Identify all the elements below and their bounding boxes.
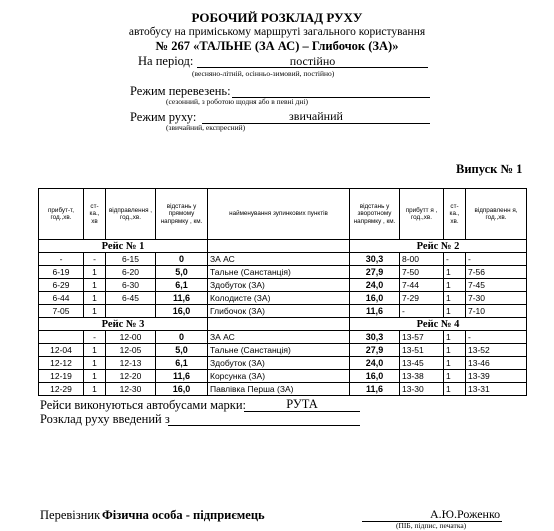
- stop-name: Здобуток (ЗА): [208, 357, 350, 370]
- departure-right: 7-56: [466, 266, 527, 279]
- platform-right: -: [444, 253, 466, 266]
- trip-title-spacer: [208, 318, 350, 331]
- table-row: [39, 305, 527, 318]
- platform-left: 1: [84, 279, 106, 292]
- distance-back: 30,3: [350, 253, 400, 266]
- platform-left: 1: [84, 383, 106, 396]
- distance-forward: 5,0: [156, 344, 208, 357]
- platform-left: 1: [84, 292, 106, 305]
- distance-forward: 16,0: [156, 383, 208, 396]
- carrier-type: Фізична особа - підприємець: [102, 508, 265, 522]
- trip-title-row: [39, 318, 527, 331]
- table-row: [39, 292, 527, 305]
- distance-forward: 6,1: [156, 279, 208, 292]
- departure-right: 13-52: [466, 344, 527, 357]
- distance-back: 16,0: [350, 370, 400, 383]
- buses-label: Рейси виконуються автобусами марки:: [40, 398, 247, 412]
- departure-left: 6-30: [106, 279, 156, 292]
- departure-left: 12-00: [106, 331, 156, 344]
- table-row: [39, 344, 527, 357]
- carrier-name: А.Ю.Роженко: [430, 507, 501, 521]
- departure-left: 6-20: [106, 266, 156, 279]
- schedule-table: [38, 188, 527, 396]
- distance-back: 11,6: [350, 305, 400, 318]
- departure-left: 12-20: [106, 370, 156, 383]
- platform-left: -: [84, 331, 106, 344]
- trip-title-spacer: [208, 240, 350, 253]
- traffic-note: (звичайний, експресний): [166, 123, 246, 132]
- header-distance-forward: відстань у прямому напрямку , км.: [156, 189, 208, 240]
- traffic-value: звичайний: [289, 109, 343, 123]
- departure-left: 12-30: [106, 383, 156, 396]
- table-row: [39, 253, 527, 266]
- departure-right: 7-45: [466, 279, 527, 292]
- distance-forward: 6,1: [156, 357, 208, 370]
- distance-forward: 0: [156, 331, 208, 344]
- arrival-right: 7-44: [400, 279, 444, 292]
- platform-right: 1: [444, 357, 466, 370]
- platform-left: 1: [84, 370, 106, 383]
- arrival-left: 7-05: [39, 305, 84, 318]
- table-row: [39, 383, 527, 396]
- trip-title-right: Рейс № 2: [350, 240, 527, 253]
- trip-title-right: Рейс № 4: [350, 318, 527, 331]
- arrival-right: 13-45: [400, 357, 444, 370]
- arrival-right: 13-57: [400, 331, 444, 344]
- departure-right: 13-31: [466, 383, 527, 396]
- arrival-left: 12-29: [39, 383, 84, 396]
- departure-right: -: [466, 253, 527, 266]
- stop-name: ЗА АС: [208, 331, 350, 344]
- route-name: № 267 «ТАЛЬНЕ (ЗА АС) – Глибочок (ЗА)»: [155, 39, 399, 53]
- departure-left: [106, 305, 156, 318]
- distance-back: 30,3: [350, 331, 400, 344]
- distance-forward: 11,6: [156, 370, 208, 383]
- distance-back: 11,6: [350, 383, 400, 396]
- platform-left: 1: [84, 357, 106, 370]
- arrival-left: [39, 331, 84, 344]
- departure-left: 6-45: [106, 292, 156, 305]
- trip-title-left: Рейс № 3: [39, 318, 208, 331]
- departure-right: 7-10: [466, 305, 527, 318]
- stop-name: Колодисте (ЗА): [208, 292, 350, 305]
- period-label: На період:: [138, 54, 194, 68]
- document-title: РОБОЧИЙ РОЗКЛАД РУХУ: [191, 10, 363, 25]
- table-row: [39, 266, 527, 279]
- distance-back: 27,9: [350, 344, 400, 357]
- arrival-left: 12-04: [39, 344, 84, 357]
- platform-left: 1: [84, 344, 106, 357]
- trip-title-left: Рейс № 1: [39, 240, 208, 253]
- stop-name: Павлівка Перша (ЗА): [208, 383, 350, 396]
- buses-value: РУТА: [286, 397, 318, 411]
- trip-title-row: [39, 240, 527, 253]
- arrival-right: -: [400, 305, 444, 318]
- platform-right: 1: [444, 279, 466, 292]
- document-subtitle: автобусу на приміському маршруті загального користування: [128, 26, 426, 38]
- stop-name: ЗА АС: [208, 253, 350, 266]
- platform-right: 1: [444, 266, 466, 279]
- distance-forward: 5,0: [156, 266, 208, 279]
- departure-right: 13-39: [466, 370, 527, 383]
- arrival-left: 6-19: [39, 266, 84, 279]
- header-arrival-left: прибут-т, год.,хв.: [39, 189, 84, 240]
- platform-right: 1: [444, 331, 466, 344]
- arrival-left: -: [39, 253, 84, 266]
- arrival-right: 13-38: [400, 370, 444, 383]
- platform-right: 1: [444, 344, 466, 357]
- departure-right: -: [466, 331, 527, 344]
- arrival-left: 12-12: [39, 357, 84, 370]
- distance-back: 27,9: [350, 266, 400, 279]
- departure-right: 7-30: [466, 292, 527, 305]
- distance-forward: 11,6: [156, 292, 208, 305]
- stop-name: Тальне (Санстанція): [208, 266, 350, 279]
- header-departure-right: відправленн я, год.,хв.: [466, 189, 527, 240]
- arrival-right: 13-51: [400, 344, 444, 357]
- carrier-label: Перевізник: [40, 508, 101, 522]
- header-departure-left: відправлення , год.,хв.: [106, 189, 156, 240]
- arrival-left: 6-29: [39, 279, 84, 292]
- platform-left: 1: [84, 266, 106, 279]
- distance-back: 24,0: [350, 279, 400, 292]
- stop-name: Корсунка (ЗА): [208, 370, 350, 383]
- header-distance-back: відстань у зворотному напрямку , км.: [350, 189, 400, 240]
- platform-right: 1: [444, 305, 466, 318]
- platform-right: 1: [444, 292, 466, 305]
- arrival-right: 8-00: [400, 253, 444, 266]
- header-arrival-right: прибутт я , год.,хв.: [400, 189, 444, 240]
- header-platform-left: ст-ка., хв: [84, 189, 106, 240]
- table-row: [39, 370, 527, 383]
- arrival-right: 13-30: [400, 383, 444, 396]
- departure-left: 12-13: [106, 357, 156, 370]
- stop-name: Тальне (Санстанція): [208, 344, 350, 357]
- distance-forward: 0: [156, 253, 208, 266]
- distance-back: 24,0: [350, 357, 400, 370]
- mode-label: Режим перевезень:: [130, 84, 231, 98]
- arrival-right: 7-50: [400, 266, 444, 279]
- introduced-line: [168, 413, 360, 426]
- distance-forward: 16,0: [156, 305, 208, 318]
- stop-name: Здобуток (ЗА): [208, 279, 350, 292]
- header-stops: найменування зупинкових пунктів: [208, 189, 350, 240]
- traffic-label: Режим руху:: [130, 110, 197, 124]
- introduced-label: Розклад руху введений з: [40, 412, 170, 426]
- stop-name: Глибочок (ЗА): [208, 305, 350, 318]
- table-header-row: [39, 189, 527, 240]
- platform-right: 1: [444, 370, 466, 383]
- mode-note: (сезонний, з роботою щодня або в певні дні): [166, 97, 308, 106]
- period-note: (весняно-літній, осінньо-зимовий, постійно): [192, 69, 335, 78]
- table-row: [39, 279, 527, 292]
- period-value: постійно: [289, 54, 336, 68]
- distance-back: 16,0: [350, 292, 400, 305]
- table-row: [39, 357, 527, 370]
- platform-left: -: [84, 253, 106, 266]
- table-row: [39, 331, 527, 344]
- release-number: Випуск № 1: [456, 162, 523, 176]
- carrier-note: (ПІБ, підпис, печатка): [396, 521, 467, 530]
- arrival-right: 7-29: [400, 292, 444, 305]
- platform-right: 1: [444, 383, 466, 396]
- arrival-left: 12-19: [39, 370, 84, 383]
- departure-left: 12-05: [106, 344, 156, 357]
- platform-left: 1: [84, 305, 106, 318]
- arrival-left: 6-44: [39, 292, 84, 305]
- header-platform-right: ст-ка., хв.: [444, 189, 466, 240]
- departure-left: 6-15: [106, 253, 156, 266]
- departure-right: 13-46: [466, 357, 527, 370]
